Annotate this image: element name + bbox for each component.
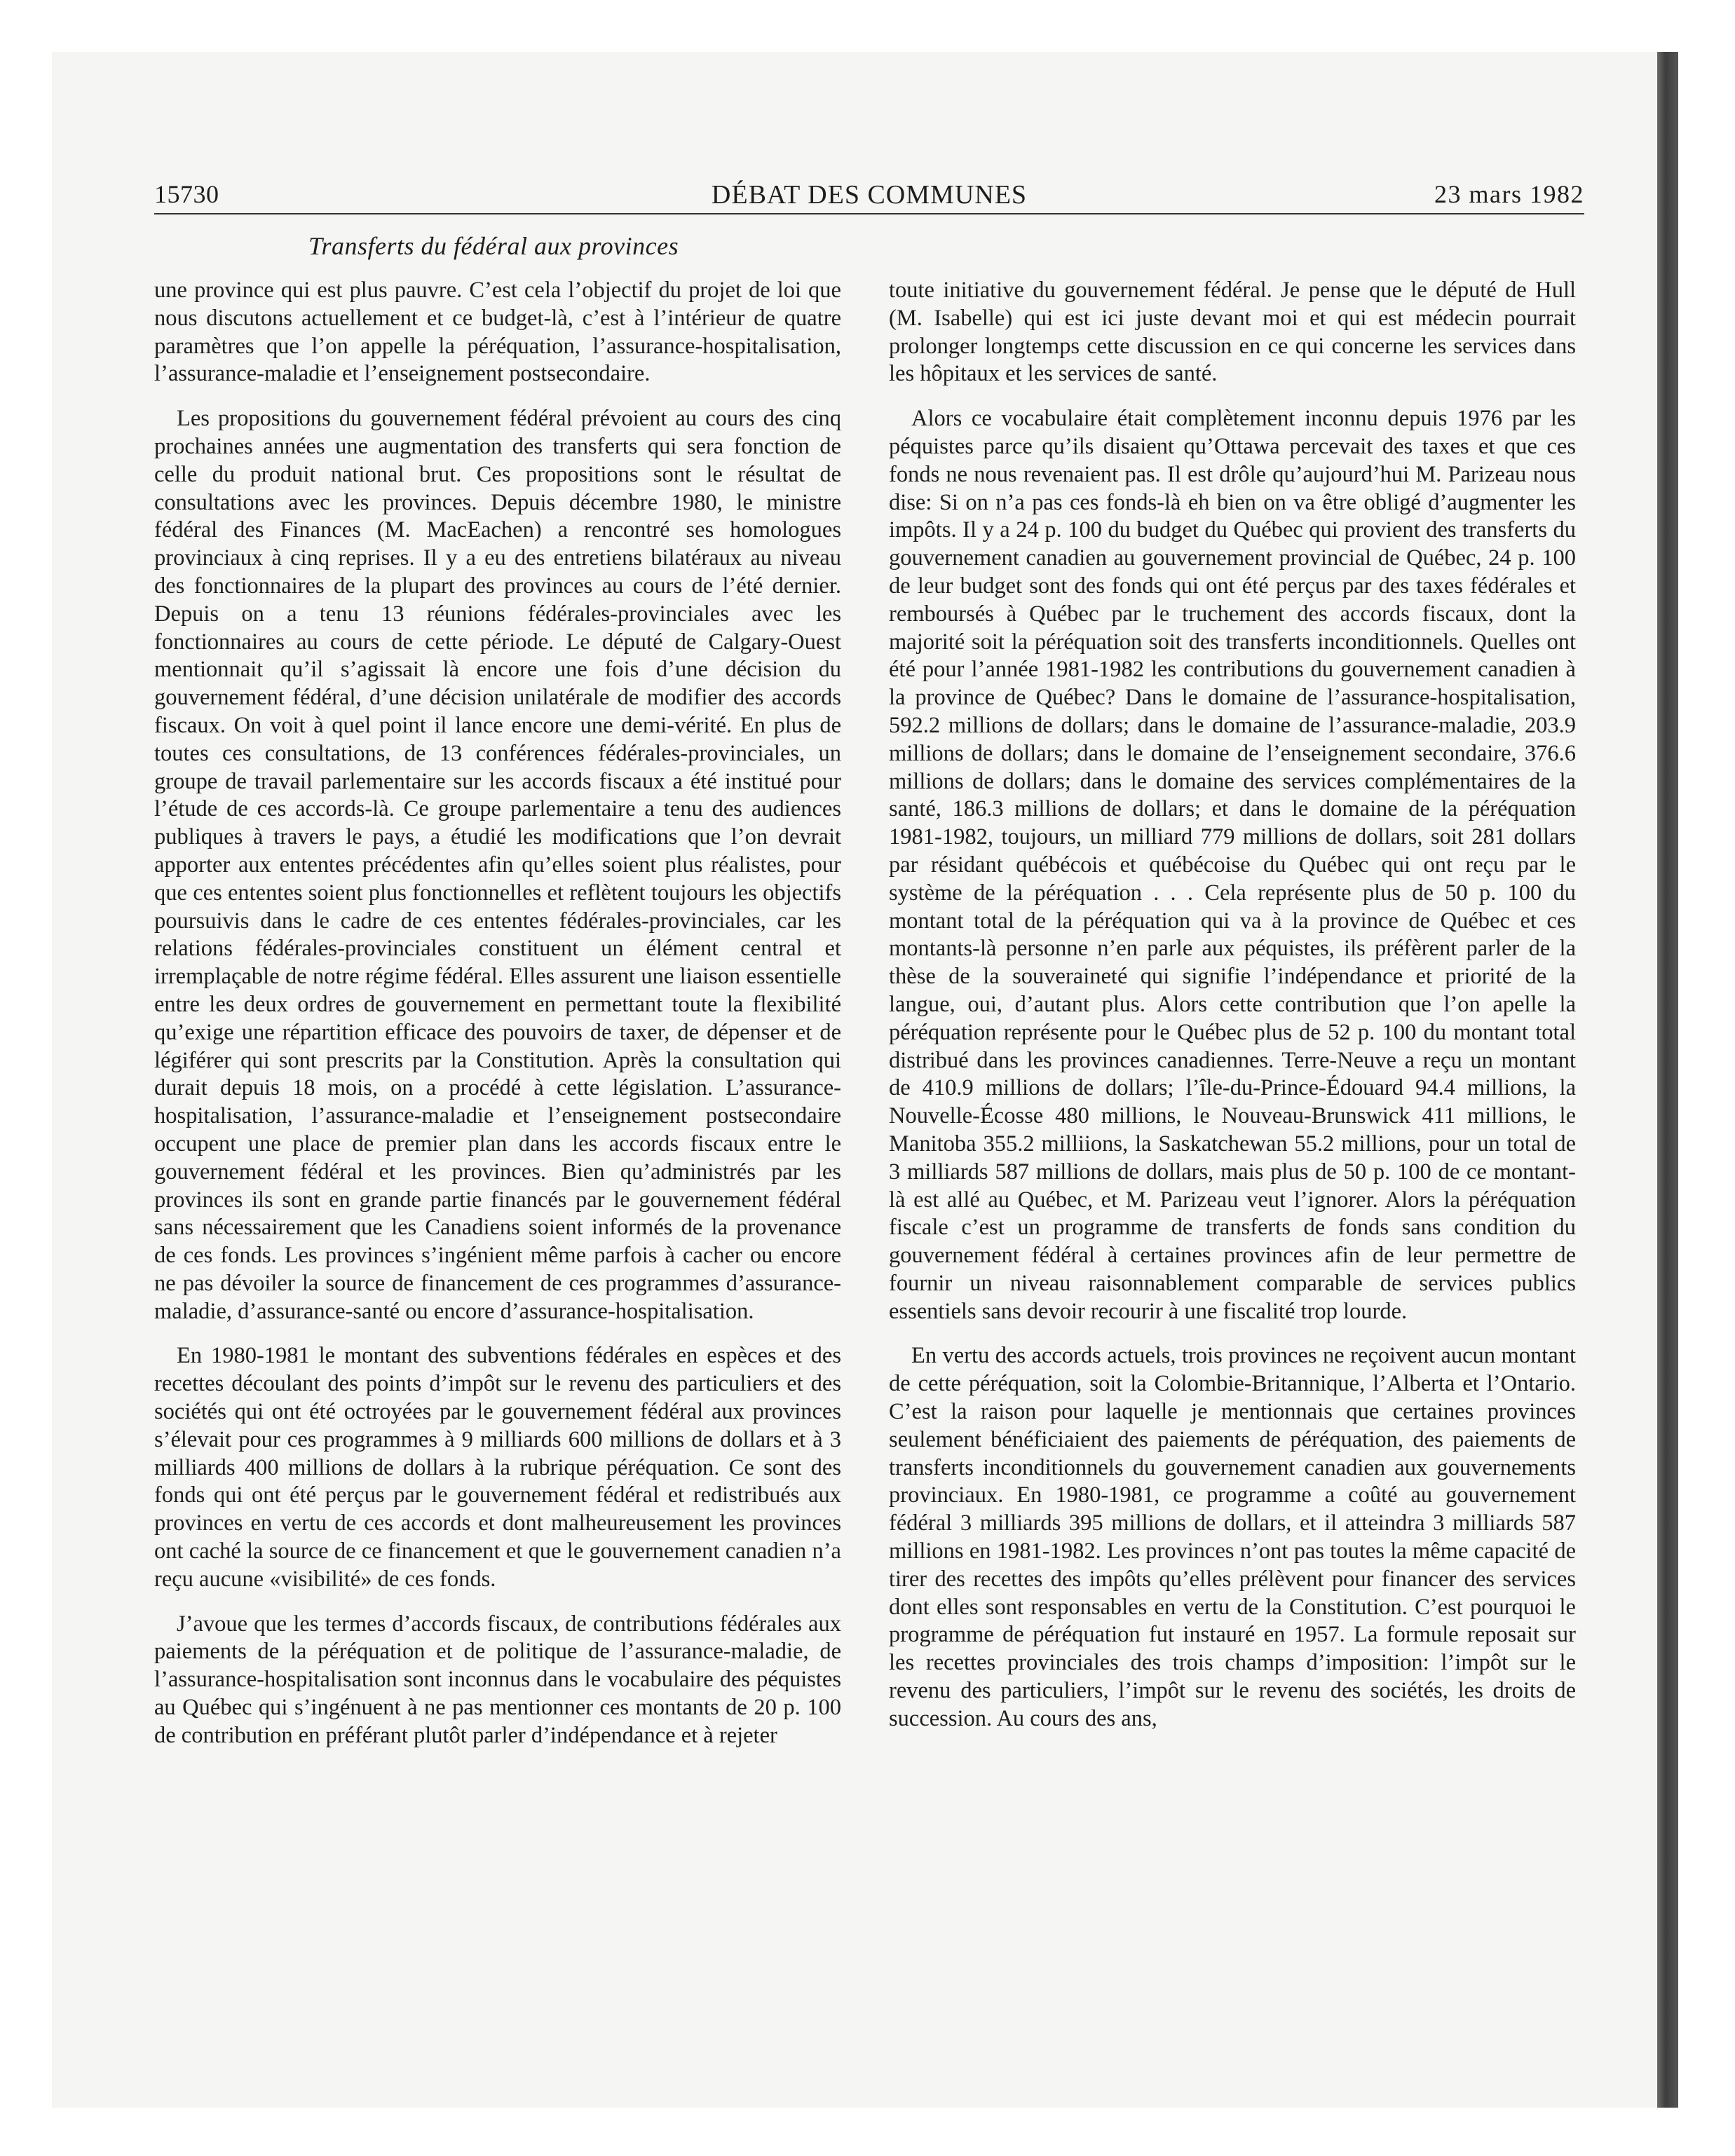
paragraph: toute initiative du gouvernement fédéral. Je pense que le député de Hull (M. Isabelle) qui est ici juste devant moi et qui est médecin pourrait prolonger longtemps cette discussion en ce qui concerne les services dans les hôpitaux et les services de santé. (889, 278, 1576, 387)
paragraph: En vertu des accords actuels, trois provinces ne reçoivent aucun montant de cette péréquation, soit la Colombie-Britannique, l’Alberta et l’Ontario. C’est la raison pour laquelle je mentionnais que certaines provinces seulement bénéficiaient des paiements de péréquation, des paiements de transferts inconditionnels du gouvernement canadien aux gouvernements provinciaux. En 1980-1981, ce programme a coûté au gouvernement fédéral 3 milliards 395 millions de dollars, et il atteindra 3 milliards 587 millions en 1981-1982. Les provinces n’ont pas toutes la même capacité de tirer des recettes des impôts qu’elles prélèvent pour financer des services dont elles sont responsables en vertu de la Constitution. C’est pourquoi le programme de péréquation fut instauré en 1957. La formule reposait sur les recettes provinciales des trois champs d’imposition: l’impôt sur le revenu des particuliers, l’impôt sur le revenu des sociétés, les droits de succession. Au cours des ans, (889, 1343, 1576, 1731)
page-date: 23 mars 1982 (1434, 180, 1584, 208)
journal-title: DÉBAT DES COMMUNES (711, 180, 1028, 210)
paragraph: une province qui est plus pauvre. C’est cela l’objectif du projet de loi que nous discutons actuellement et ce budget-là, c’est à l’intérieur de quatre paramètres que l’on appelle la péréquation, l’assurance-hospitalisation, l’assurance-maladie et l’enseignement postsecondaire. (154, 278, 841, 387)
scan-shadow-edge (1657, 52, 1678, 2108)
page-header (154, 179, 1584, 214)
left-column (154, 277, 841, 1767)
paragraph: Alors ce vocabulaire était complètement inconnu depuis 1976 par les péquistes parce qu’ils disaient qu’Ottawa percevait des taxes et que ces fonds ne nous revenaient pas. Il est drôle qu’aujourd’hui M. Parizeau nous dise: Si on n’a pas ces fonds-là eh bien on va être obligé d’augmenter les impôts. Il y a 24 p. 100 du budget du Québec qui provient des transferts du gouvernement canadien au gouvernement provincial de Québec, 24 p. 100 de leur budget sont des fonds qui ont été perçus par des taxes fédérales et remboursés à Québec par le truchement des accords fiscaux, dont la majorité soit la péréquation soit des transferts inconditionnels. Quelles ont été pour l’année 1981-1982 les contributions du gouvernement canadien à la province de Québec? Dans le domaine de l’assurance-hospitalisation, 592.2 millions de dollars; dans le domaine de l’assurance-maladie, 203.9 millions de dollars; dans le domaine de l’enseignement secondaire, 376.6 millions de dollars; dans le domaine des services complémentaires de la santé, 186.3 millions de dollars; et dans le domaine de la péréquation 1981-1982, toujours, un milliard 779 millions de dollars, soit 281 dollars par résidant québécois et québécoise du Québec qui ont reçu par le système de la péréquation . . . Cela représente plus de 50 p. 100 du montant total de la péréquation qui va à la province de Québec et ces montants-là personne n’en parle aux péquistes, ils préfèrent parler de la thèse de la souveraineté qui signifie l’indépendance et priorité de la langue, oui, d’autant plus. Alors cette contribution que l’on apelle la péréquation représente pour le Québec plus de 52 p. 100 du montant total distribué dans les provinces canadiennes. Terre-Neuve a reçu un montant de 410.9 millions de dollars; l’île-du-Prince-Édouard 94.4 millions, la Nouvelle-Écosse 480 millions, le Nouveau-Brunswick 411 millions, le Manitoba 355.2 milliions, la Saskatchewan 55.2 millions, pour un total de 3 milliards 587 millions de dollars, mais plus de 50 p. 100 de ce montant-là est allé au Québec, et M. Parizeau veut l’ignorer. Alors la péréquation fiscale c’est un programme de transferts de fonds sans condition du gouvernement fédéral à certaines provinces afin de leur permettre de fournir un niveau raisonnablement comparable de services publics essentiels sans devoir recourir à une fiscalité trop lourde. (889, 406, 1576, 1324)
paragraph: J’avoue que les termes d’accords fiscaux, de contributions fédérales aux paiements de la péréquation et de politique de l’assurance-maladie, de l’assurance-hospitalisation sont inconnus dans le vocabulaire des péquistes au Québec qui s’ingénuent à ne pas mentionner ces montants de 20 p. 100 de contribution en préférant plutôt parler d’indépendance et à rejeter (154, 1611, 841, 1748)
paragraph: Les propositions du gouvernement fédéral prévoient au cours des cinq prochaines années une augmentation des transferts qui sera fonction de celle du produit national brut. Ces propositions sont le résultat de consultations avec les provinces. Depuis décembre 1980, le ministre fédéral des Finances (M. MacEachen) a rencontré ses homologues provinciaux à cinq reprises. Il y a eu des entretiens bilatéraux au niveau des fonctionnaires de la plupart des provinces au cours de l’été dernier. Depuis on a tenu 13 réunions fédérales-provinciales avec les fonctionnaires au cours de cette période. Le député de Calgary-Ouest mentionnait qu’il s’agissait là encore une fois d’une décision du gouvernement fédéral, d’une décision unilatérale de modifier des accords fiscaux. On voit à quel point il lance encore une demi-vérité. En plus de toutes ces consultations, de 13 conférences fédérales-provinciales, un groupe de travail parlementaire sur les accords fiscaux a été institué pour l’étude de ces accords-là. Ce groupe parlementaire a tenu des audiences publiques à travers le pays, a étudié les modifications que l’on devrait apporter aux ententes précédentes afin qu’elles soient plus réalistes, pour que ces ententes soient plus fonctionnelles et reflètent toujours les objectifs poursuivis dans le cadre de ces ententes fédérales-provinciales, car les relations fédérales-provinciales constituent un élément central et irremplaçable de notre régime fédéral. Elles assurent une liaison essentielle entre les deux ordres de gouvernement en permettant toute la flexibilité qu’exige une répartition efficace des pouvoirs de taxer, de dépenser et de légiférer qui sont prescrits par la Constitution. Après la consultation qui durait depuis 18 mois, on a procédé à cette législation. L’assurance-hospitalisation, l’assurance-maladie et l’enseignement postsecondaire occupent une place de premier plan dans les accords fiscaux entre le gouvernement fédéral et les provinces. Bien qu’administrés par les provinces ils sont en grande partie financés par le gouvernement fédéral sans nécessairement que les Canadiens soient informés de la provenance de ces fonds. Les provinces s’ingénient même parfois à cacher ou encore ne pas dévoiler la source de financement de ces programmes d’assurance-maladie, d’assurance-santé ou encore d’assurance-hospitalisation. (154, 406, 841, 1324)
section-heading: Transferts du fédéral aux provinces (308, 232, 679, 260)
right-column (889, 277, 1576, 1750)
paragraph: En 1980-1981 le montant des subventions fédérales en espèces et des recettes découlant des points d’impôt sur le revenu des particuliers et des sociétés qui ont été octroyées par le gouvernement fédéral aux provinces s’élevait pour ces programmes à 9 milliards 600 millions de dollars et à 3 milliards 400 millions de dollars à la rubrique péréquation. Ce sont des fonds qui ont été perçus par le gouvernement fédéral et redistribués aux provinces en vertu de ces accords et dont malheureusement les provinces ont caché la source de ce financement et que le gouvernement canadien n’a reçu aucune «visibilité» de ces fonds. (154, 1343, 841, 1592)
page-number: 15730 (154, 180, 219, 208)
